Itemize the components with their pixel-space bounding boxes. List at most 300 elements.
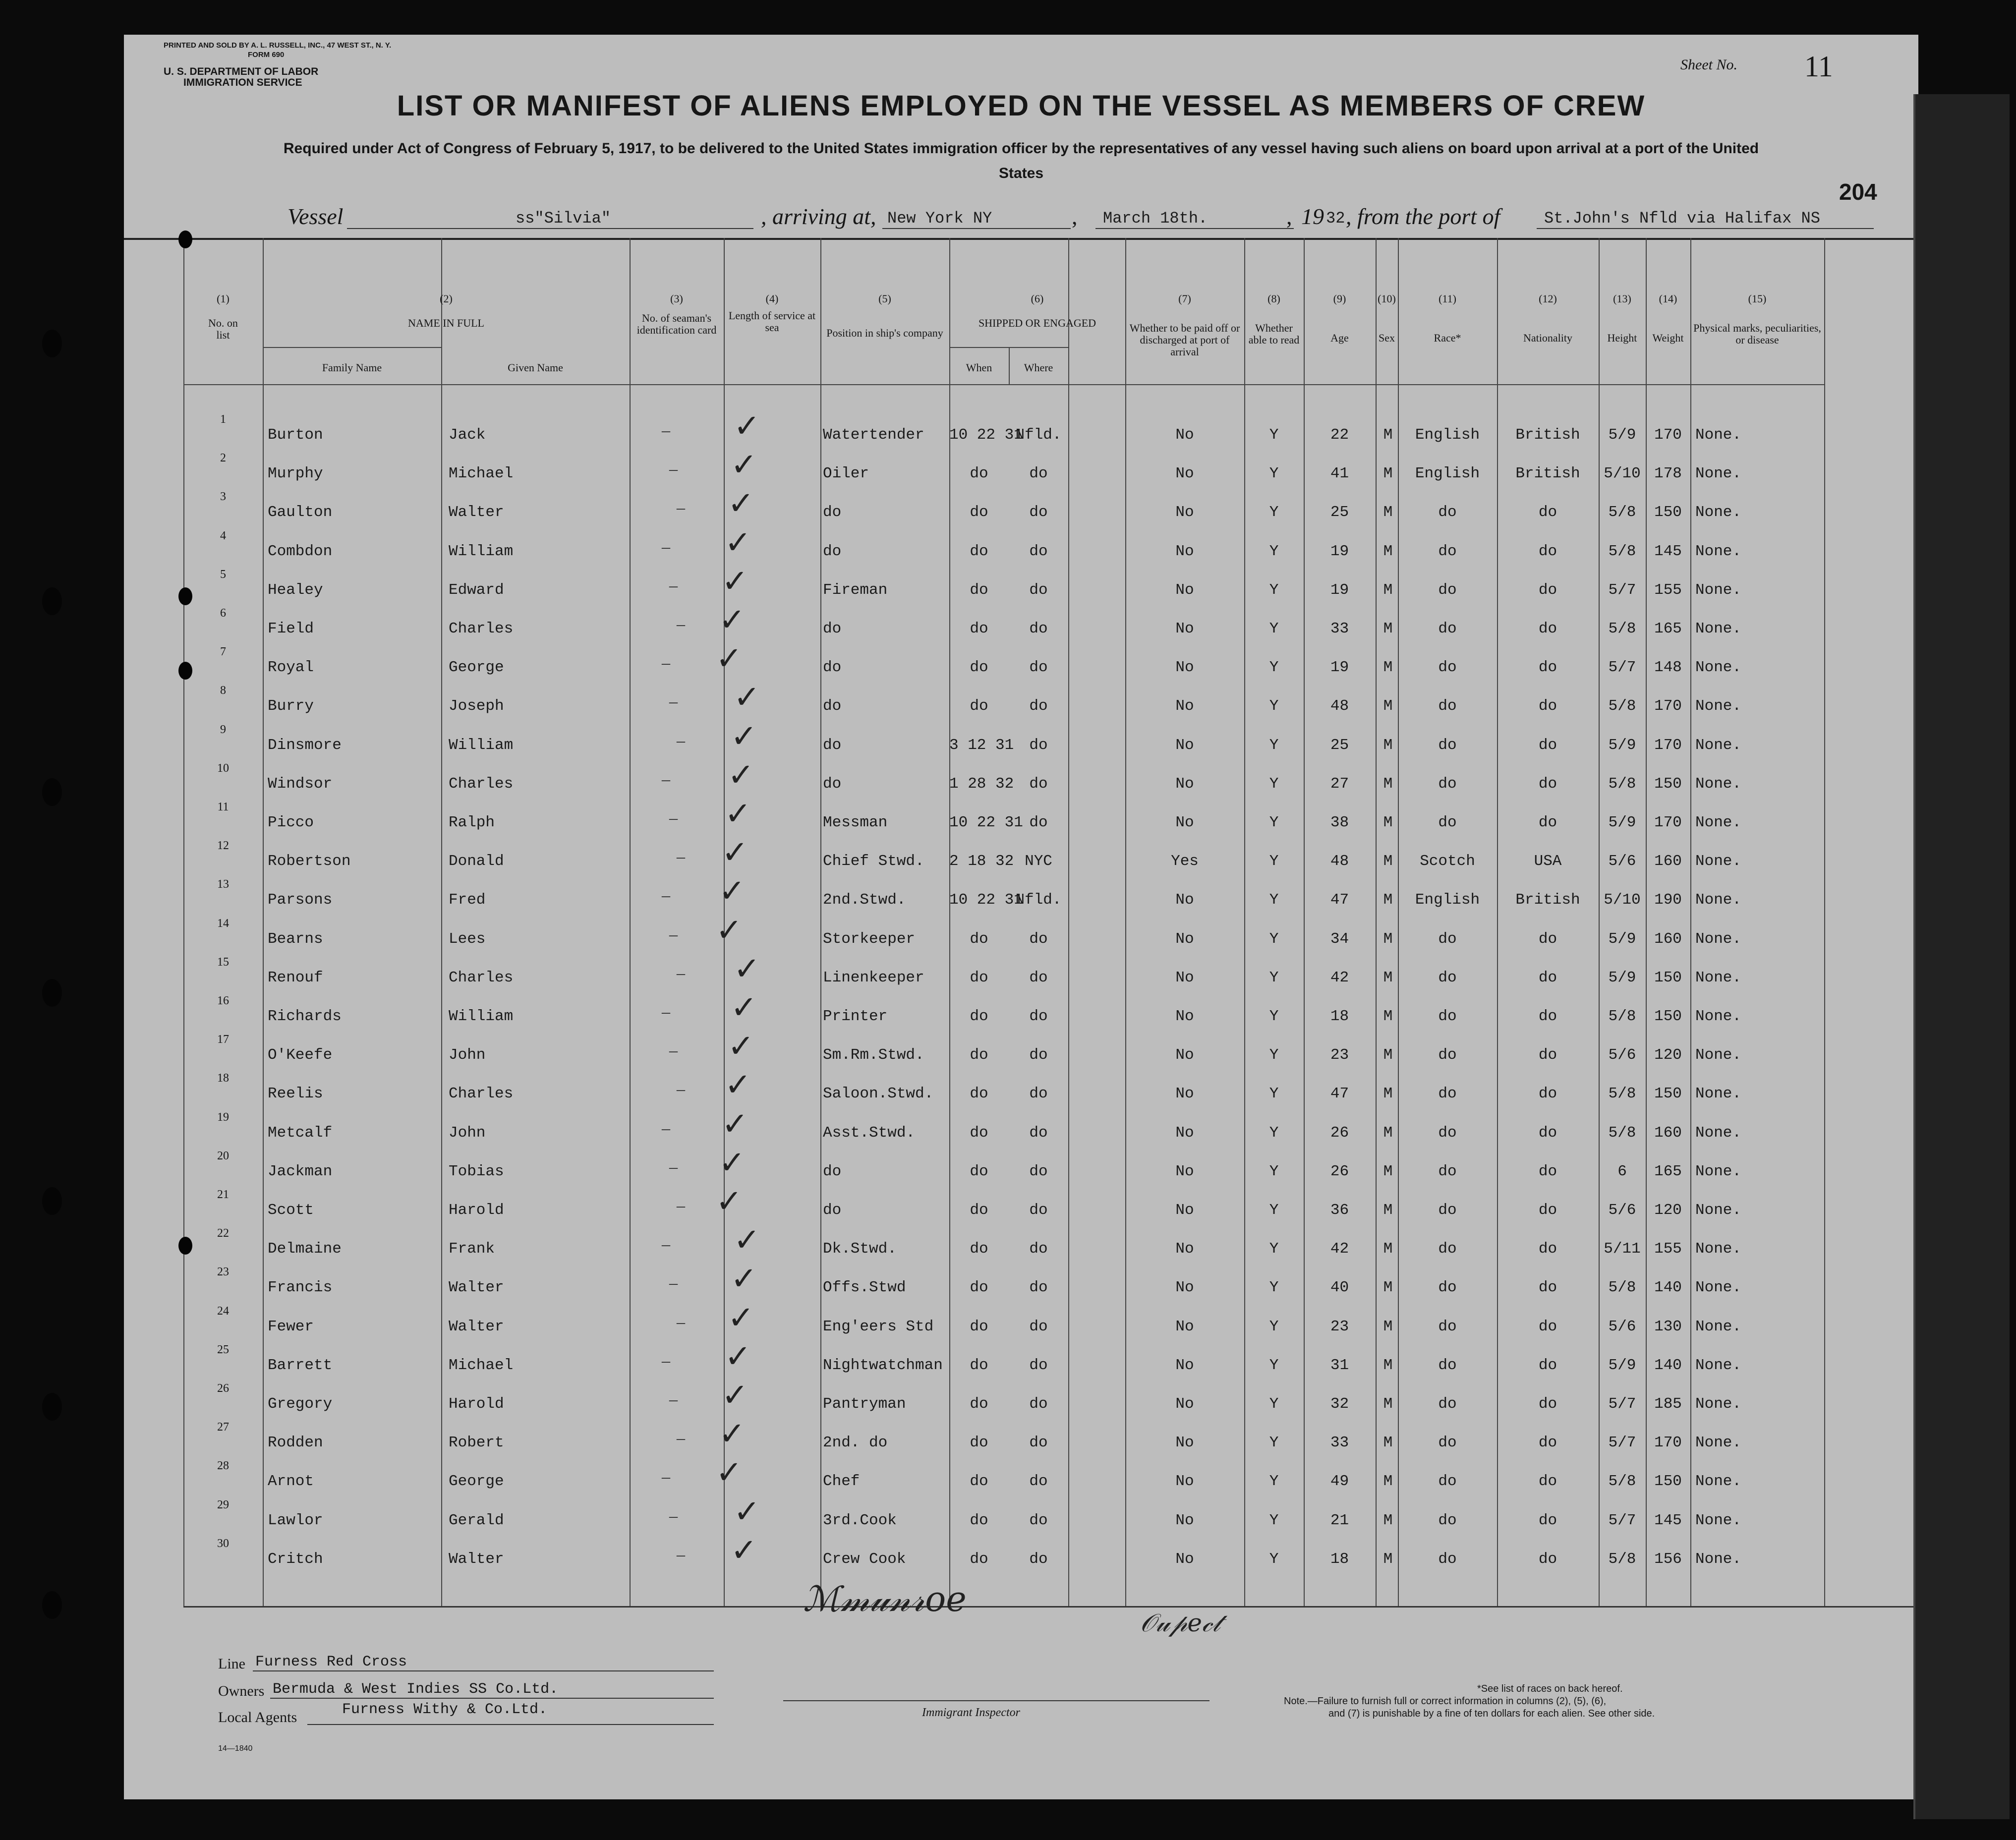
cell-when: do xyxy=(970,1202,988,1219)
cell-age: 38 xyxy=(1330,814,1349,831)
cell-phys: None. xyxy=(1695,1240,1742,1258)
cell-age: 34 xyxy=(1330,930,1349,948)
cell-paid: No xyxy=(1175,620,1194,637)
cell-weight: 190 xyxy=(1654,891,1682,909)
cell-age: 47 xyxy=(1330,1085,1349,1103)
cell-given: George xyxy=(449,659,504,677)
cell-height: 5/7 xyxy=(1608,659,1636,677)
cell-sex: M xyxy=(1383,1395,1393,1413)
cell-given: Frank xyxy=(449,1240,495,1258)
cell-family: Reelis xyxy=(268,1085,323,1103)
cell-weight: 160 xyxy=(1654,1124,1682,1142)
cell-when: do xyxy=(970,504,988,521)
cell-paid: No xyxy=(1175,969,1194,986)
cell-given: John xyxy=(449,1046,486,1064)
check-mark: ✓ xyxy=(725,524,751,561)
arriving-value: New York NY xyxy=(887,209,992,228)
cell-nat: do xyxy=(1538,581,1557,599)
cell-given: Harold xyxy=(449,1395,504,1413)
cell-family: Picco xyxy=(268,814,314,831)
line-label: Line xyxy=(218,1656,245,1672)
header-bottom-rule xyxy=(183,384,1824,385)
cell-position: Printer xyxy=(823,1008,888,1025)
row-number: 15 xyxy=(217,955,229,969)
cell-nat: British xyxy=(1515,465,1580,483)
cell-where: do xyxy=(1029,1008,1048,1025)
owners-label: Owners xyxy=(218,1683,265,1699)
cell-weight: 150 xyxy=(1654,1085,1682,1103)
cell-sex: M xyxy=(1383,659,1393,677)
cell-given: Walter xyxy=(449,1550,504,1568)
cell-height: 5/8 xyxy=(1608,542,1636,560)
cell-family: Francis xyxy=(268,1279,333,1297)
column-number: (8) xyxy=(1267,292,1280,305)
cell-family: Parsons xyxy=(268,891,333,909)
cell-phys: None. xyxy=(1695,1008,1742,1025)
cell-weight: 150 xyxy=(1654,969,1682,986)
cell-position: Storkeeper xyxy=(823,930,916,948)
cell-nat: do xyxy=(1538,1279,1557,1297)
cell-read: Y xyxy=(1269,465,1279,483)
cell-nat: do xyxy=(1538,736,1557,754)
cell-age: 23 xyxy=(1330,1046,1349,1064)
form-code: 14—1840 xyxy=(218,1744,253,1753)
cell-sex: M xyxy=(1383,1085,1393,1103)
cell-where: do xyxy=(1029,1395,1048,1413)
sheet-number: 11 xyxy=(1804,50,1833,83)
cell-race: do xyxy=(1438,542,1457,560)
cell-where: do xyxy=(1029,814,1048,831)
cell-phys: None. xyxy=(1695,1279,1742,1297)
column-number: (6) xyxy=(1031,292,1044,305)
cell-sex: M xyxy=(1383,1008,1393,1025)
header-family-name: Family Name xyxy=(322,361,382,374)
cell-given: Fred xyxy=(449,891,486,909)
cell-read: Y xyxy=(1269,1085,1279,1103)
cell-phys: None. xyxy=(1695,1511,1742,1529)
column-number: (10) xyxy=(1378,292,1396,305)
cell-nat: USA xyxy=(1534,853,1562,870)
cell-phys: None. xyxy=(1695,697,1742,715)
check-mark: ✓ xyxy=(722,563,749,600)
cell-height: 6 xyxy=(1617,1162,1627,1180)
cell-position: Sm.Rm.Stwd. xyxy=(823,1046,924,1064)
cell-race: English xyxy=(1415,891,1480,909)
check-mark: ✓ xyxy=(716,1183,743,1220)
cell-weight: 140 xyxy=(1654,1279,1682,1297)
cell-race: do xyxy=(1438,1318,1457,1335)
punch-hole xyxy=(178,587,192,605)
check-mark: ✓ xyxy=(722,1377,749,1414)
cell-position: Dk.Stwd. xyxy=(823,1240,897,1258)
row-number: 30 xyxy=(217,1537,229,1550)
column-number: (2) xyxy=(440,292,453,305)
cell-paid: No xyxy=(1175,1046,1194,1064)
dash-mark: – xyxy=(677,1545,685,1564)
row-number: 2 xyxy=(220,452,226,465)
cell-given: Tobias xyxy=(449,1162,504,1180)
cell-given: Charles xyxy=(449,969,514,986)
column-number: (12) xyxy=(1539,292,1557,305)
cell-phys: None. xyxy=(1695,504,1742,521)
cell-phys: None. xyxy=(1695,736,1742,754)
cell-sex: M xyxy=(1383,1318,1393,1335)
row-number: 18 xyxy=(217,1072,229,1085)
check-mark: ✓ xyxy=(728,1299,754,1336)
cell-race: do xyxy=(1438,581,1457,599)
row-number: 5 xyxy=(220,568,226,581)
cell-when: do xyxy=(970,1434,988,1452)
cell-sex: M xyxy=(1383,1550,1393,1568)
check-mark: ✓ xyxy=(725,1338,751,1375)
cell-age: 40 xyxy=(1330,1279,1349,1297)
cell-paid: Yes xyxy=(1171,853,1199,870)
cell-paid: No xyxy=(1175,930,1194,948)
check-mark: ✓ xyxy=(734,950,760,987)
cell-height: 5/8 xyxy=(1608,1279,1636,1297)
cell-nat: do xyxy=(1538,775,1557,793)
dash-mark: – xyxy=(669,925,678,944)
cell-weight: 170 xyxy=(1654,697,1682,715)
cell-where: do xyxy=(1029,1085,1048,1103)
check-mark: ✓ xyxy=(731,1261,757,1298)
cell-when: do xyxy=(970,1046,988,1064)
cell-where: do xyxy=(1029,1434,1048,1452)
column-rule xyxy=(820,238,821,1606)
cell-where: do xyxy=(1029,1279,1048,1297)
header-sex: Sex xyxy=(1379,332,1395,344)
cell-where: do xyxy=(1029,697,1048,715)
cell-nat: do xyxy=(1538,659,1557,677)
cell-weight: 170 xyxy=(1654,426,1682,444)
cell-race: do xyxy=(1438,1046,1457,1064)
dash-mark: – xyxy=(677,615,685,633)
header-position: Position in ship's company xyxy=(826,327,943,339)
header-sub-rule xyxy=(1009,347,1010,384)
cell-when: do xyxy=(970,1008,988,1025)
cell-where: do xyxy=(1029,504,1048,521)
column-number: (3) xyxy=(670,292,683,305)
dash-mark: – xyxy=(662,770,670,789)
cell-sex: M xyxy=(1383,1162,1393,1180)
cell-where: do xyxy=(1029,620,1048,637)
cell-weight: 150 xyxy=(1654,504,1682,521)
cell-height: 5/6 xyxy=(1608,1318,1636,1335)
dash-mark: – xyxy=(669,576,678,595)
cell-nat: do xyxy=(1538,1434,1557,1452)
cell-weight: 170 xyxy=(1654,1434,1682,1452)
cell-when: 1 28 32 xyxy=(949,775,1014,793)
cell-family: O'Keefe xyxy=(268,1046,333,1064)
cell-age: 22 xyxy=(1330,426,1349,444)
check-mark: ✓ xyxy=(716,912,743,949)
cell-read: Y xyxy=(1269,1162,1279,1180)
printer-imprint xyxy=(164,41,391,59)
cell-position: do xyxy=(823,1162,842,1180)
vessel-label: Vessel xyxy=(288,204,344,229)
row-number: 28 xyxy=(217,1459,229,1473)
cell-family: Arnot xyxy=(268,1473,314,1491)
inspector-signature: ℳ𝓂𝓊𝓃𝓇𝑜𝑒 xyxy=(803,1579,967,1619)
header-where: Where xyxy=(1024,361,1053,374)
cell-phys: None. xyxy=(1695,1434,1742,1452)
header-age: Age xyxy=(1330,332,1349,344)
cell-paid: No xyxy=(1175,1434,1194,1452)
cell-phys: None. xyxy=(1695,1395,1742,1413)
cell-given: Charles xyxy=(449,1085,514,1103)
arriving-label: , arriving at, xyxy=(761,204,876,229)
cell-position: 3rd.Cook xyxy=(823,1511,897,1529)
check-mark: ✓ xyxy=(728,485,754,522)
page-title: LIST OR MANIFEST OF ALIENS EMPLOYED ON THE VESSEL AS MEMBERS OF CREW xyxy=(397,90,1646,122)
cell-position: Offs.Stwd xyxy=(823,1279,906,1297)
cell-position: Nightwatchman xyxy=(823,1356,943,1374)
column-rule xyxy=(441,238,442,1606)
cell-nat: do xyxy=(1538,1162,1557,1180)
cell-position: do xyxy=(823,620,842,637)
cell-read: Y xyxy=(1269,620,1279,637)
cell-sex: M xyxy=(1383,542,1393,560)
row-number: 22 xyxy=(217,1227,229,1240)
cell-given: Jack xyxy=(449,426,486,444)
cell-read: Y xyxy=(1269,853,1279,870)
port-value: St.John's Nfld via Halifax NS xyxy=(1544,209,1820,228)
row-number: 26 xyxy=(217,1382,229,1395)
dash-mark: – xyxy=(669,460,678,479)
cell-sex: M xyxy=(1383,1356,1393,1374)
cell-phys: None. xyxy=(1695,1473,1742,1491)
row-number: 1 xyxy=(220,413,226,426)
manifest-sheet: PRINTED AND SOLD BY A. L. RUSSELL, INC., 47 WEST ST., N. Y. FORM 690 U. S. DEPARTMENT OF LABOR IMMIGRATION SERVICE Sheet No. 11 LIST OR MANIFEST OF ALIENS EMPLOYED ON THE VESSEL AS MEMBERS OF CREW Required under Act of Congress of February 5, 1917, to be delivered to the United States immigration officer by the representatives of any vessel having such aliens on board upon arrival at a port of the United States 204 Vessel ss"Silvia" , arriving at, New York NY , March 18th. , 19 32 , from the port of St.John's Nfld via Halifax NS (1) (2) (3) (4) (5) (6) (7) (8) (9) (10) (11) (12) (13) (14) (15) No. on list NAME IN FULL Family Name Given Name No. of seaman's identification card Length of service at sea Position in ship's company SHIPPED OR ENGAGED When Where Whether to be paid off or discharged at port of arrival Whether able to read Age Sex Race* Nationality Height Weight Physical marks, peculiarities, or disease 1 Burton Jack Watertender 10 22 31 Nfld. No Y 22 M English British 5/9 170 None. ✓ – 2 Murphy Michael Oiler do do No Y 41 M English British 5/10 178 None. ✓ – 3 Gaulton Walter do do do No Y 25 M do do 5/8 150 None. ✓ – 4 Combdon William do do do No Y 19 M do do 5/8 145 None. ✓ – 5 Healey Edward Fireman do do No Y 19 M do do 5/7 155 None. ✓ – 6 Field Charles do do do No Y 33 M do do 5/8 165 None. ✓ – 7 Royal George do do do No Y 19 M do do 5/7 148 None. ✓ – 8 Burry Joseph do do do No Y 48 M do do 5/8 170 None. ✓ – 9 Dinsmore William do 3 12 31 do No Y 25 M do do 5/9 170 None. ✓ – 10 Windsor Charles do 1 28 32 do No Y 27 M do do 5/8 150 None. ✓ – 11 Picco Ralph Messman 10 22 31 do No Y 38 M do do 5/9 170 None. ✓ – 12 Robertson Donald Chief Stwd. 2 18 32 NYC Yes Y 48 M Scotch USA 5/6 160 None. ✓ – 13 Parsons Fred 2nd.Stwd. 10 22 31 Nfld. No Y 47 M English British 5/10 190 None. ✓ – 14 Bearns Lees Storkeeper do do No Y 34 M do do 5/9 160 None. ✓ – 15 Renouf Charles Linenkeeper do do No Y 42 M do do 5/9 150 None. ✓ – 16 Richards William Printer do do No Y 18 M do do 5/8 150 None. ✓ – 17 O'Keefe John Sm.Rm.Stwd. do do No Y 23 M do do 5/6 120 None. ✓ – 18 Reelis Charles Saloon.Stwd. do do No Y 47 M do do 5/8 150 None. ✓ – 19 Metcalf John Asst.Stwd. do do No Y 26 M do do 5/8 160 None. ✓ – 20 Jackman Tobias do do do No Y 26 M do do 6 165 None. ✓ – 21 Scott Harold do do do No Y 36 M do do 5/6 120 None. ✓ – 22 Delmaine Frank Dk.Stwd. do do No Y 42 M do do 5/11 155 None. ✓ – 23 Francis Walter Offs.Stwd do do No Y 40 M do do 5/8 140 None. ✓ – 24 Fewer Walter Eng'eers Std do do No Y 23 M do do 5/6 130 None. ✓ – 25 Barrett Michael Nightwatchman do do No Y 31 M do do 5/9 140 None. ✓ – 26 Gregory Harold Pantryman do do No Y 32 M do do 5/7 185 None. ✓ – 27 Rodden Robert 2nd. do do do No Y 33 M do do 5/7 170 None. ✓ – 28 Arnot George Chef do do No Y 49 M do do 5/8 150 None. ✓ – 29 Lawlor Gerald 3rd.Cook do do No Y 21 M do do 5/7 145 None. ✓ – 30 Critch Walter Crew Cook do do No Y 18 M do do 5/8 156 None. ✓ – Line Furness Red Cross Owners Bermuda & West Indies SS Co.Ltd. Local Agents Furness Withy & Co.Ltd. 14—1840 Immigrant Inspector ℳ𝓂𝓊𝓃𝓇𝑜𝑒 𝒪𝓊𝓅𝑒𝒸𝓉 *See list of races on back hereof. Note.—Failure to furnish full or correct information in columns (2), (5), (6), and (7) is punishable by a fine of ten dollars for each alien. See other side. xyxy=(124,35,1918,1799)
cell-paid: No xyxy=(1175,697,1194,715)
row-number: 21 xyxy=(217,1188,229,1201)
cell-given: George xyxy=(449,1473,504,1491)
cell-race: do xyxy=(1438,1008,1457,1025)
cell-position: 2nd. do xyxy=(823,1434,888,1452)
punch-hole xyxy=(178,662,192,680)
cell-nat: do xyxy=(1538,1318,1557,1335)
cell-where: do xyxy=(1029,1046,1048,1064)
cell-read: Y xyxy=(1269,1202,1279,1219)
cell-phys: None. xyxy=(1695,542,1742,560)
dash-mark: – xyxy=(662,1235,670,1254)
column-number: (14) xyxy=(1659,292,1677,305)
cell-family: Robertson xyxy=(268,853,351,870)
cell-where: do xyxy=(1029,969,1048,986)
cell-age: 23 xyxy=(1330,1318,1349,1335)
cell-where: do xyxy=(1029,1318,1048,1335)
cell-race: do xyxy=(1438,1395,1457,1413)
header-race: Race* xyxy=(1434,332,1461,344)
cell-read: Y xyxy=(1269,1008,1279,1025)
cell-when: do xyxy=(970,581,988,599)
row-number: 25 xyxy=(217,1343,229,1356)
cell-phys: None. xyxy=(1695,1046,1742,1064)
cell-race: do xyxy=(1438,697,1457,715)
cell-where: do xyxy=(1029,736,1048,754)
cell-age: 31 xyxy=(1330,1356,1349,1374)
cell-race: do xyxy=(1438,1550,1457,1568)
cell-position: do xyxy=(823,1202,842,1219)
cell-age: 48 xyxy=(1330,853,1349,870)
cell-weight: 160 xyxy=(1654,930,1682,948)
row-number: 27 xyxy=(217,1421,229,1434)
header-when: When xyxy=(966,361,992,374)
cell-family: Murphy xyxy=(268,465,323,483)
cell-read: Y xyxy=(1269,891,1279,909)
dash-mark: – xyxy=(677,731,685,750)
cell-when: do xyxy=(970,1550,988,1568)
cell-where: do xyxy=(1029,775,1048,793)
cell-height: 5/8 xyxy=(1608,504,1636,521)
cell-family: Jackman xyxy=(268,1162,333,1180)
cell-phys: None. xyxy=(1695,814,1742,831)
cell-weight: 170 xyxy=(1654,736,1682,754)
cell-paid: No xyxy=(1175,1550,1194,1568)
cell-when: do xyxy=(970,1318,988,1335)
column-number: (5) xyxy=(878,292,891,305)
cell-sex: M xyxy=(1383,1124,1393,1142)
cell-weight: 150 xyxy=(1654,775,1682,793)
cell-where: do xyxy=(1029,659,1048,677)
dash-mark: – xyxy=(677,1429,685,1448)
cell-sex: M xyxy=(1383,697,1393,715)
cell-paid: No xyxy=(1175,1008,1194,1025)
cell-sex: M xyxy=(1383,620,1393,637)
row-number: 16 xyxy=(217,994,229,1007)
check-mark: ✓ xyxy=(719,1416,746,1453)
dash-mark: – xyxy=(662,537,670,556)
cell-age: 47 xyxy=(1330,891,1349,909)
header-name-in-full: NAME IN FULL xyxy=(408,317,484,329)
cell-where: NYC xyxy=(1025,853,1052,870)
cell-height: 5/8 xyxy=(1608,697,1636,715)
cell-when: do xyxy=(970,620,988,637)
row-number: 19 xyxy=(217,1110,229,1124)
cell-given: Robert xyxy=(449,1434,504,1452)
dash-mark: – xyxy=(669,809,678,827)
check-mark: ✓ xyxy=(728,1028,754,1065)
cell-age: 19 xyxy=(1330,542,1349,560)
cell-age: 25 xyxy=(1330,504,1349,521)
note-races: *See list of races on back hereof. xyxy=(1477,1683,1623,1694)
cell-sex: M xyxy=(1383,891,1393,909)
punch-hole xyxy=(42,1187,62,1215)
dash-mark: – xyxy=(677,1080,685,1099)
from-label: , from the port of xyxy=(1346,204,1500,229)
row-number: 14 xyxy=(217,917,229,930)
cell-sex: M xyxy=(1383,1434,1393,1452)
cell-height: 5/7 xyxy=(1608,1511,1636,1529)
cell-age: 49 xyxy=(1330,1473,1349,1491)
cell-height: 5/8 xyxy=(1608,1085,1636,1103)
cell-where: do xyxy=(1029,581,1048,599)
cell-position: Chef xyxy=(823,1473,860,1491)
cell-height: 5/7 xyxy=(1608,1395,1636,1413)
cell-position: Oiler xyxy=(823,465,869,483)
cell-weight: 160 xyxy=(1654,853,1682,870)
cell-age: 25 xyxy=(1330,736,1349,754)
cell-race: do xyxy=(1438,1356,1457,1374)
cell-position: Linenkeeper xyxy=(823,969,924,986)
cell-weight: 120 xyxy=(1654,1202,1682,1219)
dash-mark: – xyxy=(669,1506,678,1525)
cell-given: Harold xyxy=(449,1202,504,1219)
cell-nat: British xyxy=(1515,891,1580,909)
punch-hole xyxy=(42,778,62,806)
department xyxy=(164,59,318,88)
cell-weight: 150 xyxy=(1654,1473,1682,1491)
cell-when: 10 22 31 xyxy=(949,426,1023,444)
cell-read: Y xyxy=(1269,1434,1279,1452)
cell-race: do xyxy=(1438,1085,1457,1103)
dash-mark: – xyxy=(677,964,685,982)
cell-race: do xyxy=(1438,736,1457,754)
cell-race: do xyxy=(1438,1240,1457,1258)
punch-hole xyxy=(178,230,192,248)
header-given-name: Given Name xyxy=(508,361,563,374)
cell-height: 5/8 xyxy=(1608,1473,1636,1491)
cell-age: 48 xyxy=(1330,697,1349,715)
cell-nat: do xyxy=(1538,1240,1557,1258)
row-number: 23 xyxy=(217,1265,229,1279)
note-failure: Note.—Failure to furnish full or correct information in columns (2), (5), (6), xyxy=(1284,1696,1607,1707)
cell-height: 5/6 xyxy=(1608,1046,1636,1064)
cell-race: English xyxy=(1415,465,1480,483)
cell-nat: do xyxy=(1538,620,1557,637)
dash-mark: – xyxy=(662,1119,670,1138)
cell-where: do xyxy=(1029,1473,1048,1491)
header-no-on-list: No. on list xyxy=(208,317,238,341)
cell-read: Y xyxy=(1269,930,1279,948)
cell-paid: No xyxy=(1175,814,1194,831)
cell-height: 5/9 xyxy=(1608,1356,1636,1374)
cell-read: Y xyxy=(1269,659,1279,677)
cell-where: Nfld. xyxy=(1015,891,1062,909)
cell-family: Fewer xyxy=(268,1318,314,1335)
cell-age: 41 xyxy=(1330,465,1349,483)
cell-family: Combdon xyxy=(268,542,333,560)
cell-position: do xyxy=(823,542,842,560)
cell-nat: do xyxy=(1538,1202,1557,1219)
cell-read: Y xyxy=(1269,1473,1279,1491)
cell-read: Y xyxy=(1269,1395,1279,1413)
cell-age: 33 xyxy=(1330,620,1349,637)
cell-weight: 165 xyxy=(1654,1162,1682,1180)
cell-race: do xyxy=(1438,775,1457,793)
cell-when: 2 18 32 xyxy=(949,853,1014,870)
cell-when: do xyxy=(970,1473,988,1491)
header-height: Height xyxy=(1607,332,1637,344)
cell-weight: 155 xyxy=(1654,581,1682,599)
cell-given: Ralph xyxy=(449,814,495,831)
punch-hole xyxy=(42,1393,62,1421)
cell-read: Y xyxy=(1269,1356,1279,1374)
cell-when: do xyxy=(970,465,988,483)
check-mark: ✓ xyxy=(722,834,749,871)
row-number: 9 xyxy=(220,723,226,736)
header-weight: Weight xyxy=(1652,332,1684,344)
dash-mark: – xyxy=(662,1468,670,1487)
cell-race: do xyxy=(1438,1202,1457,1219)
cell-nat: British xyxy=(1515,426,1580,444)
cell-sex: M xyxy=(1383,1202,1393,1219)
dept-line-2: IMMIGRATION SERVICE xyxy=(183,77,302,88)
year-value: 32 xyxy=(1326,209,1345,228)
year-label: 19 xyxy=(1301,204,1324,229)
cell-weight: 145 xyxy=(1654,1511,1682,1529)
check-mark: ✓ xyxy=(725,796,751,832)
